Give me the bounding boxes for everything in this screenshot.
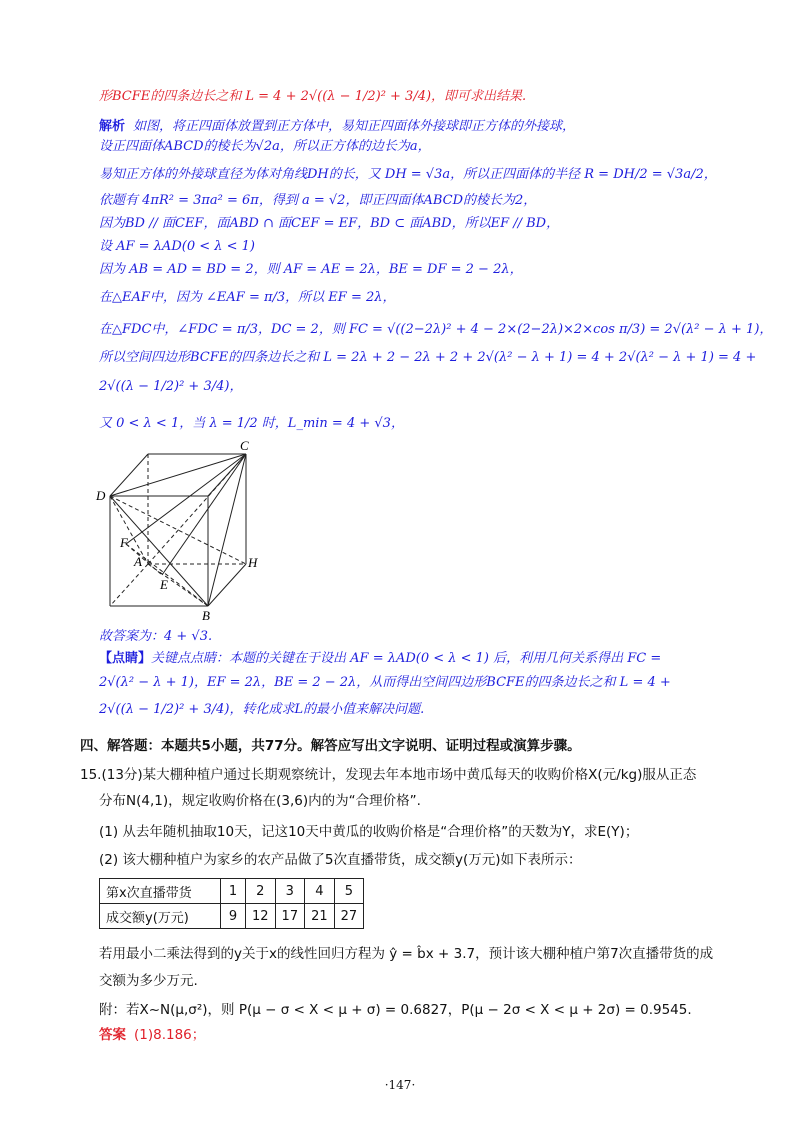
analysis-line-2: 设正四面体ABCD的棱长为√2a，所以正方体的边长为a， bbox=[99, 139, 431, 154]
analysis-line-12: 又 0 < λ < 1，当 λ = 1/2 时，L_min = 4 + √3， bbox=[99, 416, 404, 431]
table-header-x: 第x次直播带货 bbox=[100, 879, 221, 904]
table-header-y: 成交额y(万元) bbox=[100, 904, 221, 929]
table-cell: 9 bbox=[221, 904, 246, 929]
table-row bbox=[100, 904, 364, 929]
question-line-3: (1) 从去年随机抽取10天，记这10天中黄瓜的收购价格是“合理价格”的天数为Y，求E(Y)； bbox=[99, 824, 639, 840]
table-cell: 1 bbox=[221, 879, 246, 904]
answer-line bbox=[99, 1026, 205, 1044]
analysis-line-3: 易知正方体的外接球直径为体对角线DH的长，又 DH = √3a，所以正四面体的半径 R = DH/2 = √3a/2， bbox=[99, 167, 717, 182]
page-number: ·147· bbox=[384, 1078, 416, 1092]
analysis-line-10: 所以空间四边形BCFE的四条边长之和 L = 2λ + 2 − 2λ + 2 + 2√(λ² − λ + 1) = 4 + 2√(λ² − λ + 1) = 4 + bbox=[99, 350, 757, 365]
table-cell: 12 bbox=[246, 904, 276, 929]
label-C: C bbox=[240, 438, 249, 453]
analysis-line-8: 在△EAF中，因为 ∠EAF = π/3，所以 EF = 2λ， bbox=[99, 290, 396, 305]
cube-figure bbox=[90, 436, 280, 626]
label-D: D bbox=[96, 488, 106, 503]
table-cell: 21 bbox=[305, 904, 335, 929]
label-E: E bbox=[160, 577, 168, 592]
table-cell: 4 bbox=[305, 879, 335, 904]
question-line-7: 附：若X~N(μ,σ²)，则 P(μ − σ < X < μ + σ) = 0.6827，P(μ − 2σ < X < μ + 2σ) = 0.9545. bbox=[99, 1002, 692, 1018]
solution-line-top: 形BCFE的四条边长之和 L = 4 + 2√((λ − 1/2)² + 3/4)，即可求出结果. bbox=[99, 89, 527, 104]
analysis-text-1: 如图，将正四面体放置到正方体中，易知正四面体外接球即正方体的外接球， bbox=[133, 119, 576, 134]
tip-label: 【点睛】 bbox=[99, 651, 152, 666]
question-line-6: 交额为多少万元. bbox=[99, 973, 198, 989]
analysis-line-9: 在△FDC中，∠FDC = π/3，DC = 2，则 FC = √((2−2λ)² + 4 − 2×(2−2λ)×2×cos π/3) = 2√(λ² − λ + 1)， bbox=[99, 322, 773, 337]
question-line-4: (2) 该大棚种植户为家乡的农产品做了5次直播带货，成交额y(万元)如下表所示： bbox=[99, 852, 582, 868]
tip-line-3: 2√((λ − 1/2)² + 3/4)，转化成求L的最小值来解决问题. bbox=[99, 702, 425, 717]
label-A: A bbox=[134, 554, 142, 569]
answer-label: 答案 bbox=[99, 1027, 126, 1043]
tip-text-1: 关键点点睛：本题的关键在于设出 AF = λAD(0 < λ < 1) 后，利用几何关系得出 FC = bbox=[151, 651, 662, 666]
analysis-line-6: 设 AF = λAD(0 < λ < 1) bbox=[99, 239, 255, 254]
table-cell: 17 bbox=[275, 904, 305, 929]
label-H: H bbox=[248, 555, 258, 570]
question-line-1: 15.(13分)某大棚种植户通过长期观察统计，发现去年本地市场中黄瓜每天的收购价格X(元/kg)服从正态 bbox=[80, 767, 697, 783]
label-F: F bbox=[120, 535, 128, 550]
tip-line-1 bbox=[99, 650, 661, 668]
analysis-line-1 bbox=[99, 118, 575, 136]
table-cell: 3 bbox=[275, 879, 305, 904]
answer-text: (1)8.186； bbox=[134, 1027, 206, 1043]
analysis-line-7: 因为 AB = AD = BD = 2，则 AF = AE = 2λ，BE = DF = 2 − 2λ， bbox=[99, 262, 523, 277]
table-cell: 5 bbox=[334, 879, 364, 904]
question-line-5: 若用最小二乘法得到的y关于x的线性回归方程为 ŷ = b̂x + 3.7，预计该大棚种植户第7次直播带货的成 bbox=[99, 946, 714, 962]
analysis-label: 解析 bbox=[99, 119, 126, 134]
tip-line-2: 2√(λ² − λ + 1)，EF = 2λ，BE = 2 − 2λ，从而得出空间四边形BCFE的四条边长之和 L = 4 + bbox=[99, 675, 671, 690]
analysis-line-5: 因为BD // 面CEF，面ABD ∩ 面CEF = EF，BD ⊂ 面ABD，所以EF // BD， bbox=[99, 216, 560, 231]
question-line-2: 分布N(4,1)，规定收购价格在(3,6)内的为“合理价格”. bbox=[99, 793, 421, 809]
answer-summary: 故答案为：4 + √3. bbox=[99, 629, 213, 644]
table-cell: 27 bbox=[334, 904, 364, 929]
table-row bbox=[100, 879, 364, 904]
sales-table bbox=[99, 878, 364, 929]
table-cell: 2 bbox=[246, 879, 276, 904]
analysis-line-11: 2√((λ − 1/2)² + 3/4)， bbox=[99, 379, 243, 394]
label-B: B bbox=[202, 608, 210, 623]
section-title: 四、解答题：本题共5小题，共77分。解答应写出文字说明、证明过程或演算步骤。 bbox=[80, 738, 581, 754]
analysis-line-4: 依题有 4πR² = 3πa² = 6π，得到 a = √2，即正四面体ABCD的棱长为2， bbox=[99, 193, 537, 208]
